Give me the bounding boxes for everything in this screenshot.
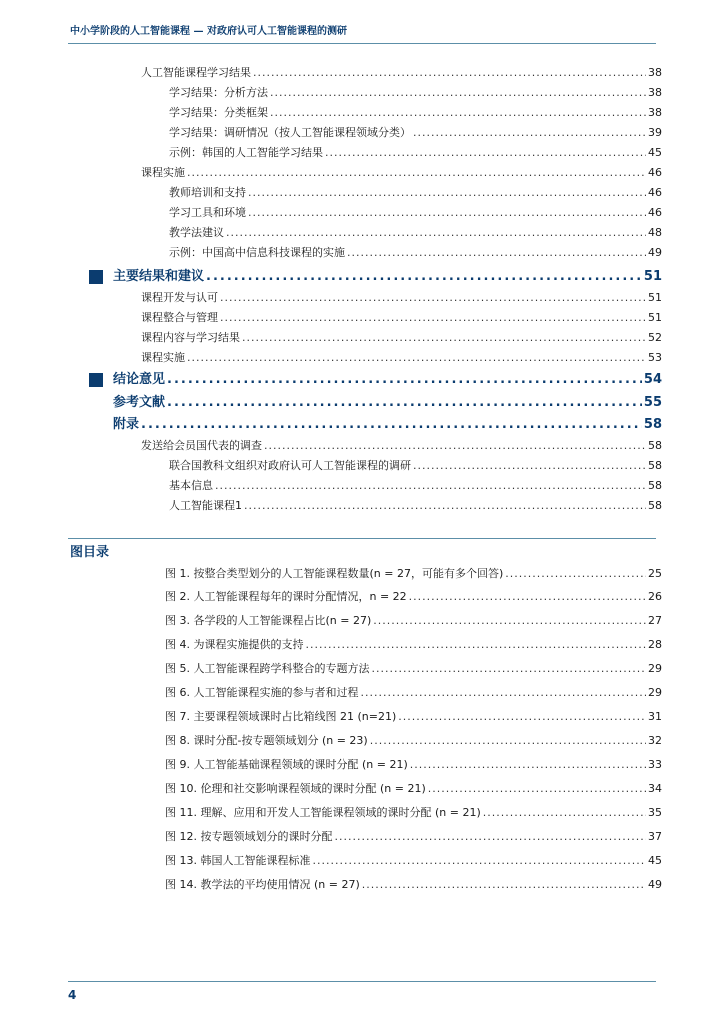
figure-entry[interactable]	[165, 732, 662, 748]
figure-entry[interactable]	[165, 780, 662, 796]
toc-entry-page: 58	[648, 439, 662, 452]
toc-entry-page: 58	[643, 417, 662, 432]
leader-dots	[220, 311, 646, 324]
toc-entry[interactable]	[169, 204, 662, 220]
leader-dots	[167, 372, 642, 387]
toc-entry-label: 教学法建议	[169, 226, 224, 239]
toc-entry-label: 课程整合与管理	[141, 311, 218, 324]
figure-list-heading: 图目录	[70, 545, 110, 560]
leader-dots	[270, 106, 646, 119]
toc-entry-page: 38	[648, 66, 662, 79]
toc-entry-label: 结论意见	[113, 372, 166, 387]
toc-entry-page: 49	[648, 246, 662, 259]
toc-entry-page: 51	[648, 291, 662, 304]
toc-entry-label: 学习结果：分类框架	[169, 106, 268, 119]
running-header: 中小学阶段的人工智能课程 — 对政府认可人工智能课程的测研	[70, 26, 347, 37]
leader-dots	[313, 854, 647, 867]
figure-entry[interactable]	[165, 876, 662, 892]
toc-entry-page: 46	[648, 166, 662, 179]
page-number: 4	[68, 988, 77, 1002]
leader-dots	[413, 126, 646, 139]
toc-entry-label: 课程内容与学习结果	[141, 331, 240, 344]
toc-entry-label: 人工智能课程学习结果	[141, 66, 251, 79]
leader-dots	[215, 479, 646, 492]
figure-entry-page: 35	[648, 806, 662, 819]
toc-entry[interactable]	[141, 349, 662, 365]
figure-entry-label: 图 1. 按整合类型划分的人工智能课程数量(n = 27，可能有多个回答)	[165, 567, 504, 580]
figure-entry-label: 图 13. 韩国人工智能课程标准	[165, 854, 311, 867]
figure-entry-label: 图 4. 为课程实施提供的支持	[165, 638, 304, 651]
toc-entry[interactable]	[169, 497, 662, 513]
leader-dots	[483, 806, 646, 819]
toc-entry-label: 发送给会员国代表的调查	[141, 439, 262, 452]
toc-entry-label: 教师培训和支持	[169, 186, 246, 199]
figure-entry-label: 图 3. 各学段的人工智能课程占比(n = 27)	[165, 614, 372, 627]
figure-entry[interactable]	[165, 588, 662, 604]
toc-entry[interactable]	[141, 329, 662, 345]
leader-dots	[335, 830, 647, 843]
figure-entry-label: 图 2. 人工智能课程每年的课时分配情况，n = 22	[165, 590, 407, 603]
toc-entry[interactable]	[141, 64, 662, 80]
leader-dots	[206, 269, 642, 284]
toc-entry-label: 示例：中国高中信息科技课程的实施	[169, 246, 345, 259]
figure-entry[interactable]	[165, 636, 662, 652]
leader-dots	[248, 206, 646, 219]
section-divider	[68, 538, 656, 539]
toc-entry-page: 46	[648, 206, 662, 219]
leader-dots	[505, 567, 646, 580]
toc-entry-page: 51	[648, 311, 662, 324]
toc-entry-page: 48	[648, 226, 662, 239]
leader-dots	[410, 758, 646, 771]
leader-dots	[226, 226, 646, 239]
leader-dots	[373, 614, 646, 627]
toc-entry-label: 示例：韩国的人工智能学习结果	[169, 146, 323, 159]
toc-entry-label: 附录	[113, 417, 140, 432]
toc-entry-label: 主要结果和建议	[113, 269, 205, 284]
figure-entry-page: 37	[648, 830, 662, 843]
figure-entry[interactable]	[165, 756, 662, 772]
leader-dots	[325, 146, 646, 159]
figure-entry-page: 45	[648, 854, 662, 867]
leader-dots	[347, 246, 646, 259]
leader-dots	[244, 499, 646, 512]
figure-entry-label: 图 6. 人工智能课程实施的参与者和过程	[165, 686, 359, 699]
leader-dots	[372, 662, 647, 675]
toc-entry-label: 课程实施	[141, 166, 185, 179]
figure-entry-label: 图 11. 理解、应用和开发人工智能课程领域的课时分配 (n = 21)	[165, 806, 481, 819]
toc-entry[interactable]	[141, 289, 662, 305]
figure-entry[interactable]	[165, 708, 662, 724]
figure-entry-label: 图 12. 按专题领域划分的课时分配	[165, 830, 333, 843]
figure-entry[interactable]	[165, 565, 662, 581]
toc-entry[interactable]	[169, 184, 662, 200]
section-bullet-icon	[89, 373, 103, 387]
figure-entry[interactable]	[165, 612, 662, 628]
toc-entry-label: 人工智能课程1	[169, 499, 242, 512]
toc-entry-major[interactable]	[113, 413, 662, 432]
toc-entry-label: 基本信息	[169, 479, 213, 492]
toc-entry[interactable]	[169, 457, 662, 473]
toc-entry-page: 58	[648, 499, 662, 512]
figure-entry[interactable]	[165, 660, 662, 676]
toc-entry-label: 学习结果：分析方法	[169, 86, 268, 99]
figure-entry-page: 34	[648, 782, 662, 795]
leader-dots	[306, 638, 647, 651]
toc-entry-label: 联合国教科文组织对政府认可人工智能课程的调研	[169, 459, 411, 472]
toc-entry-page: 45	[648, 146, 662, 159]
leader-dots	[361, 686, 647, 699]
figure-entry[interactable]	[165, 804, 662, 820]
leader-dots	[242, 331, 646, 344]
figure-entry-label: 图 7. 主要课程领域课时占比箱线图 21 (n=21)	[165, 710, 397, 723]
figure-entry-page: 25	[648, 567, 662, 580]
figure-entry-page: 27	[648, 614, 662, 627]
figure-entry-page: 31	[648, 710, 662, 723]
toc-entry-label: 学习工具和环境	[169, 206, 246, 219]
leader-dots	[187, 166, 646, 179]
toc-entry-major[interactable]	[113, 265, 662, 284]
toc-entry-page: 46	[648, 186, 662, 199]
leader-dots	[253, 66, 646, 79]
section-bullet-icon	[89, 270, 103, 284]
figure-entry[interactable]	[165, 828, 662, 844]
toc-entry-page: 55	[643, 395, 662, 410]
toc-entry-label: 课程开发与认可	[141, 291, 218, 304]
toc-entry[interactable]	[141, 164, 662, 180]
figure-entry-page: 32	[648, 734, 662, 747]
leader-dots	[141, 417, 642, 432]
leader-dots	[167, 395, 642, 410]
toc-entry-page: 54	[643, 372, 662, 387]
toc-entry-label: 课程实施	[141, 351, 185, 364]
toc-entry[interactable]	[169, 84, 662, 100]
figure-entry[interactable]	[165, 684, 662, 700]
toc-entry-page: 39	[648, 126, 662, 139]
footer-divider	[68, 981, 656, 982]
figure-entry-label: 图 14. 教学法的平均使用情况 (n = 27)	[165, 878, 360, 891]
toc-entry-page: 38	[648, 106, 662, 119]
toc-entry[interactable]	[169, 124, 662, 140]
leader-dots	[362, 878, 646, 891]
figure-entry-page: 33	[648, 758, 662, 771]
leader-dots	[413, 459, 646, 472]
leader-dots	[370, 734, 646, 747]
toc-entry[interactable]	[169, 144, 662, 160]
header-divider	[68, 43, 656, 44]
leader-dots	[428, 782, 646, 795]
leader-dots	[398, 710, 646, 723]
toc-entry[interactable]	[169, 224, 662, 240]
figure-entry[interactable]	[165, 852, 662, 868]
figure-entry-page: 29	[648, 662, 662, 675]
leader-dots	[220, 291, 646, 304]
leader-dots	[409, 590, 646, 603]
toc-entry[interactable]	[141, 309, 662, 325]
toc-entry-page: 38	[648, 86, 662, 99]
toc-entry-label: 学习结果：调研情况（按人工智能课程领域分类）	[169, 126, 411, 139]
figure-entry-label: 图 9. 人工智能基础课程领域的课时分配 (n = 21)	[165, 758, 408, 771]
figure-entry-label: 图 5. 人工智能课程跨学科整合的专题方法	[165, 662, 370, 675]
figure-entry-page: 49	[648, 878, 662, 891]
figure-entry-label: 图 10. 伦理和社交影响课程领域的课时分配 (n = 21)	[165, 782, 426, 795]
leader-dots	[264, 439, 646, 452]
figure-entry-page: 26	[648, 590, 662, 603]
toc-entry-page: 51	[643, 269, 662, 284]
figure-entry-label: 图 8. 课时分配-按专题领域划分 (n = 23)	[165, 734, 368, 747]
toc-entry-major[interactable]	[113, 391, 662, 410]
toc-entry-major[interactable]	[113, 368, 662, 387]
toc-entry[interactable]	[169, 477, 662, 493]
leader-dots	[187, 351, 646, 364]
toc-entry[interactable]	[169, 244, 662, 260]
figure-entry-page: 28	[648, 638, 662, 651]
toc-entry-page: 53	[648, 351, 662, 364]
toc-entry[interactable]	[141, 437, 662, 453]
figure-entry-page: 29	[648, 686, 662, 699]
leader-dots	[270, 86, 646, 99]
toc-entry-label: 参考文献	[113, 395, 166, 410]
leader-dots	[248, 186, 646, 199]
toc-entry-page: 58	[648, 479, 662, 492]
toc-entry[interactable]	[169, 104, 662, 120]
toc-entry-page: 58	[648, 459, 662, 472]
toc-entry-page: 52	[648, 331, 662, 344]
